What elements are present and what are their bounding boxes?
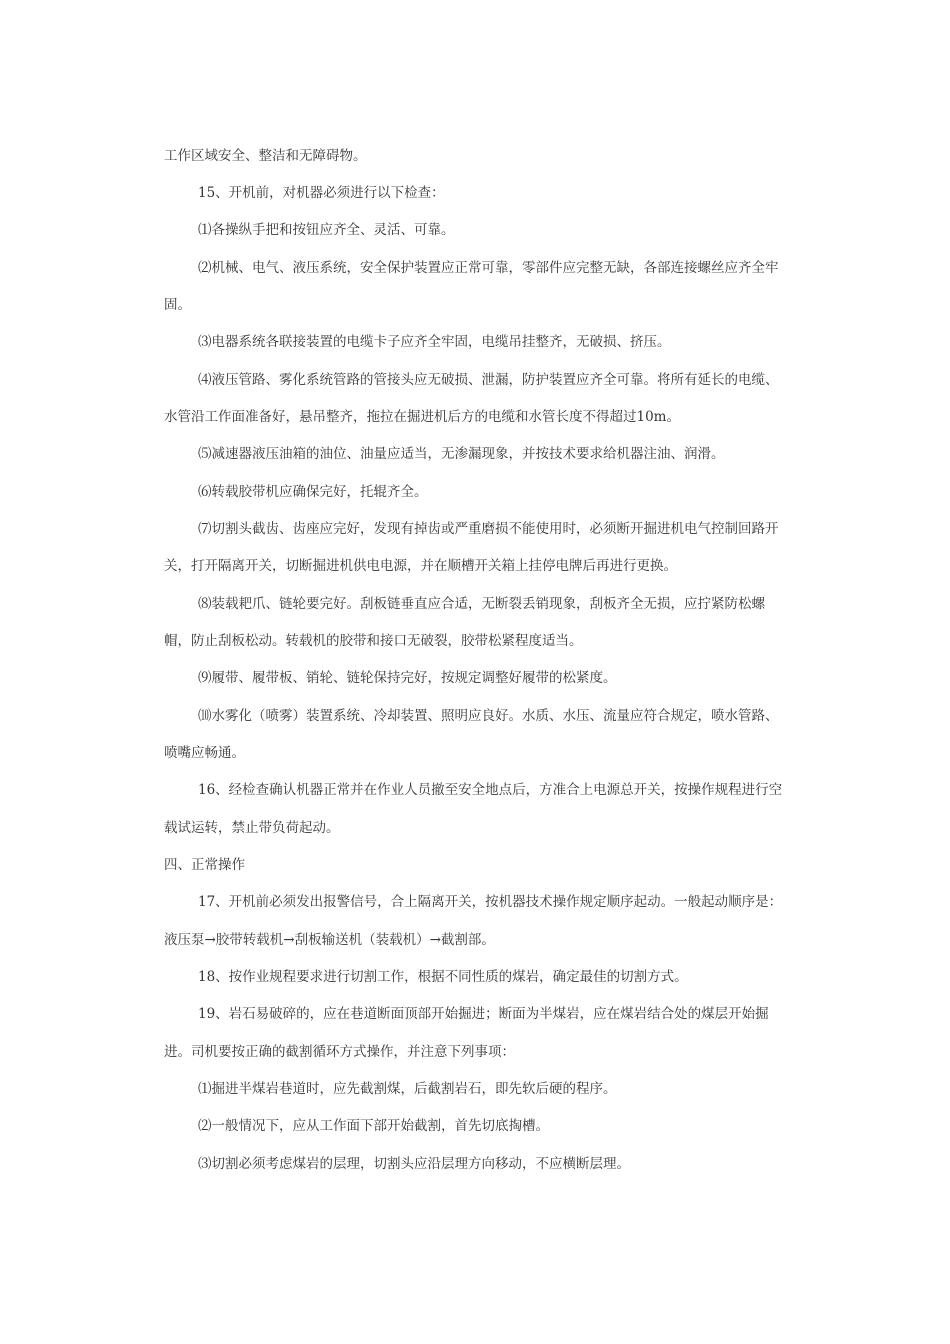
text-line: 19、岩石易破碎的，应在巷道断面顶部开始掘进；断面为半煤岩，应在煤岩结合处的煤层开始掘 — [198, 1006, 769, 1022]
text-line: ⑴各操纵手把和按钮应齐全、灵活、可靠。 — [198, 222, 455, 238]
text-line: ⑶电器系统各联接装置的电缆卡子应齐全牢固，电缆吊挂整齐，无破损、挤压。 — [198, 334, 671, 350]
text-line: 进。司机要按正确的截割循环方式操作，并注意下列事项： — [164, 1044, 515, 1060]
text-line: ⑷液压管路、雾化系统管路的管接头应无破损、泄漏，防护装置应齐全可靠。将所有延长的电缆、 — [198, 372, 779, 388]
text-line: 载试运转，禁止带负荷起动。 — [164, 820, 340, 836]
text-line: ⑺切割头截齿、齿座应完好，发现有掉齿或严重磨损不能使用时，必须断开掘进机电气控制回路开 — [198, 521, 779, 537]
text-line: ⑻装载耙爪、链轮要完好。刮板链垂直应合适，无断裂丢销现象，刮板齐全无损，应拧紧防松螺 — [198, 596, 765, 612]
text-line: ⑵一般情况下，应从工作面下部开始截割，首先切底掏槽。 — [198, 1118, 549, 1134]
text-line: 关，打开隔离开关，切断掘进机供电电源，并在顺槽开关箱上挂停电牌后再进行更换。 — [164, 558, 677, 574]
text-line: ⑵机械、电气、液压系统，安全保护装置应正常可靠，零部件应完整无缺，各部连接螺丝应齐全牢 — [198, 260, 779, 276]
text-line: 17、开机前必须发出报警信号，合上隔离开关，按机器技术操作规定顺序起动。一般起动顺序是： — [198, 894, 783, 910]
text-line: 16、经检查确认机器正常并在作业人员撤至安全地点后，方准合上电源总开关，按操作规程进行空 — [198, 782, 783, 798]
text-line: ⑸减速器液压油箱的油位、油量应适当，无渗漏现象，并按技术要求给机器注油、润滑。 — [198, 446, 725, 462]
text-line: 液压泵→胶带转载机→刮板输送机（装载机）→截割部。 — [164, 932, 495, 948]
text-line: 帽，防止刮板松动。转载机的胶带和接口无破裂，胶带松紧程度适当。 — [164, 633, 583, 649]
text-line: ⑼履带、履带板、销轮、链轮保持完好，按规定调整好履带的松紧度。 — [198, 670, 617, 686]
text-line: ⑹转载胶带机应确保完好，托辊齐全。 — [198, 484, 428, 500]
text-line: 15、开机前，对机器必须进行以下检查： — [198, 185, 445, 201]
text-line: 18、按作业规程要求进行切割工作，根据不同性质的煤岩，确定最佳的切割方式。 — [198, 969, 688, 985]
text-line: ⑴掘进半煤岩巷道时，应先截割煤，后截割岩石，即先软后硬的程序。 — [198, 1081, 617, 1097]
text-line: ⑶切割必须考虑煤岩的层理，切割头应沿层理方向移动，不应横断层理。 — [198, 1156, 630, 1172]
text-line: 喷嘴应畅通。 — [164, 745, 245, 761]
text-line: 水管沿工作面准备好，悬吊整齐，拖拉在掘进机后方的电缆和水管长度不得超过10m。 — [164, 409, 680, 425]
text-line: 固。 — [164, 297, 191, 313]
text-line: 四、正常操作 — [164, 857, 245, 873]
text-line: 工作区域安全、整洁和无障碍物。 — [164, 148, 367, 164]
text-line: ⑽水雾化（喷雾）装置系统、冷却装置、照明应良好。水质、水压、流量应符合规定，喷水管路、 — [198, 708, 779, 724]
